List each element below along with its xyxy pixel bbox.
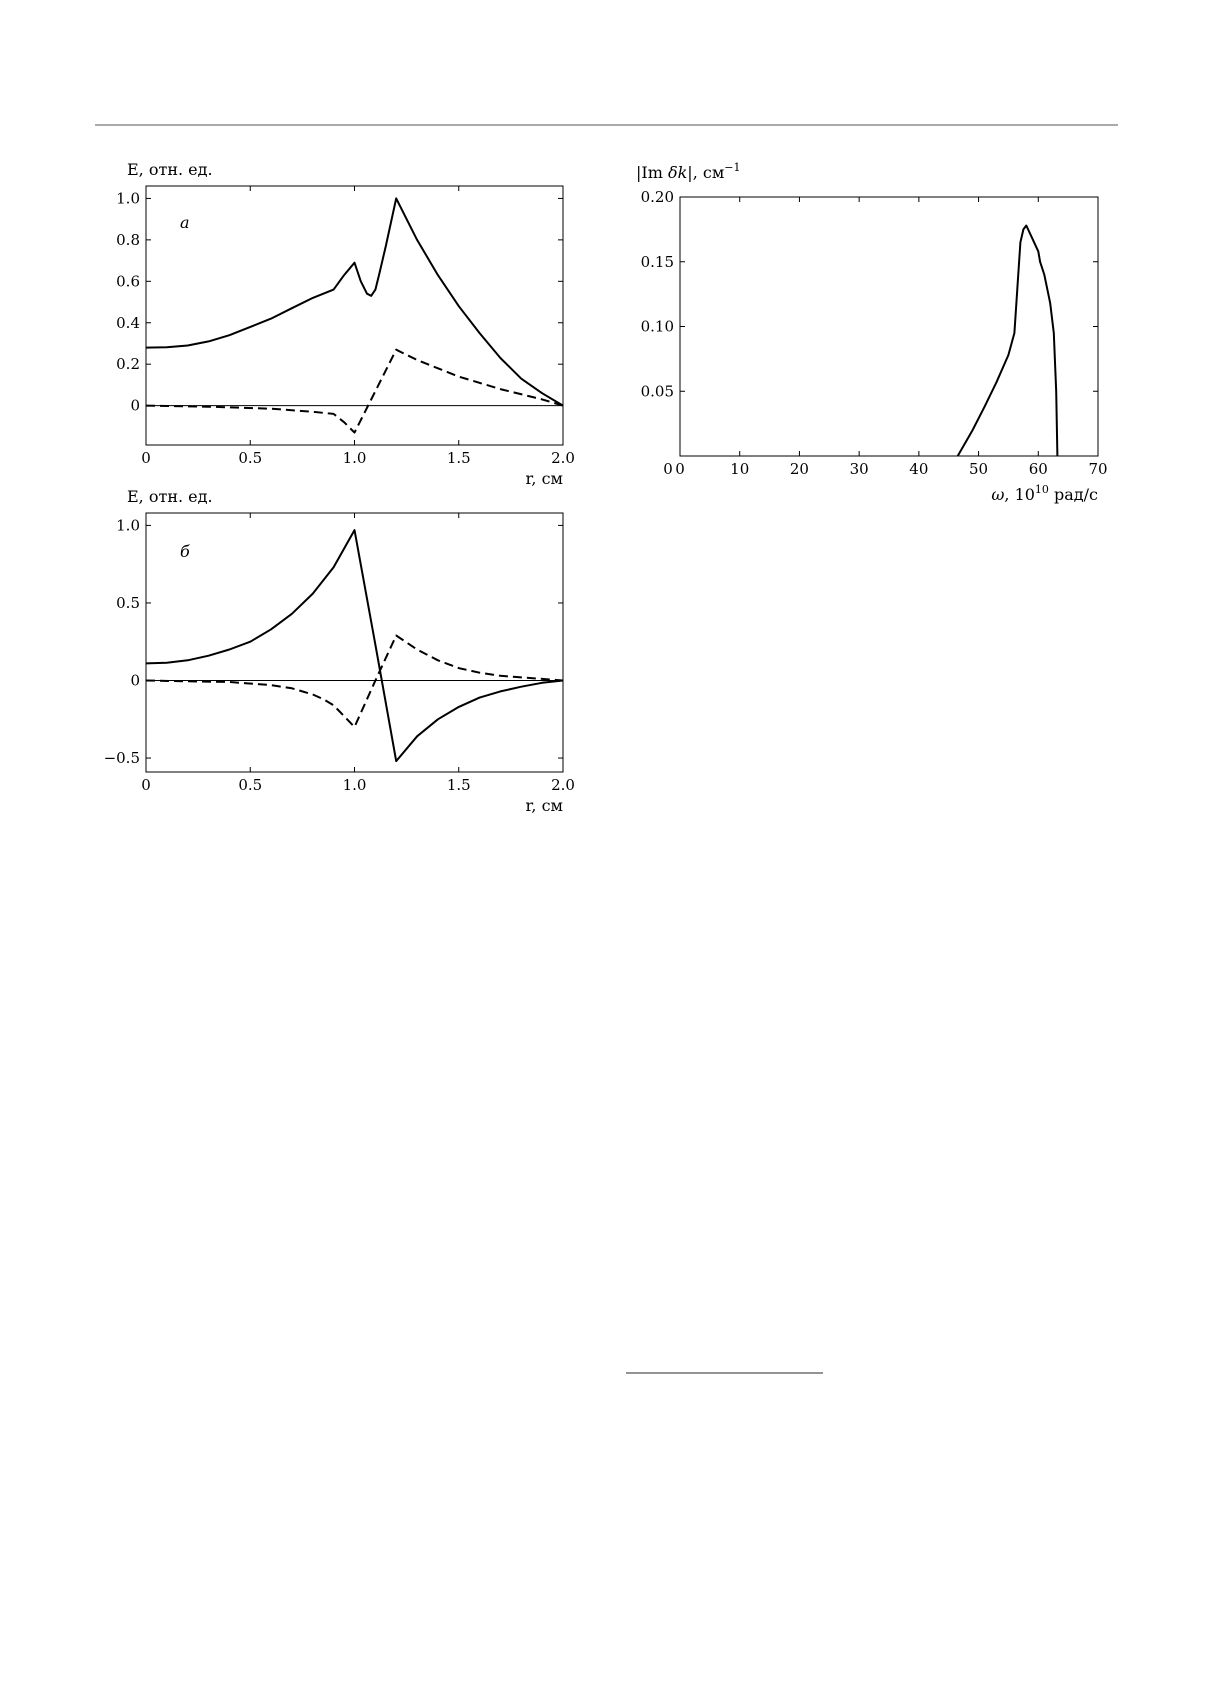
y-tick-label: 1.0 [116, 189, 140, 208]
origin-tick-label: 0 [663, 460, 673, 478]
x-tick-label: 20 [789, 460, 809, 478]
y-tick-label: 0.2 [116, 355, 140, 374]
x-tick-label: 0 [141, 449, 151, 467]
y-axis-label: E, отн. ед. [127, 160, 213, 179]
x-tick-label: 30 [849, 460, 869, 478]
series-line-solid [146, 530, 563, 761]
panel-label: a [180, 213, 190, 232]
x-tick-label: 10 [730, 460, 750, 478]
y-tick-label: 0.10 [640, 317, 674, 336]
x-tick-label: 40 [909, 460, 929, 478]
x-axis-label: r, см [525, 469, 563, 488]
chart-panel-a [116, 160, 575, 488]
y-tick-label: 0.20 [640, 188, 674, 206]
series-line-solid [146, 198, 563, 405]
y-tick-label: 0 [130, 671, 140, 690]
y-axis-label: |Im δk|, $см^{-1}$ [636, 161, 741, 182]
series-line-dashed [146, 350, 563, 433]
x-tick-label: 0 [141, 776, 151, 794]
series-line-solid [958, 226, 1058, 457]
y-tick-label: 0.15 [640, 252, 674, 271]
x-tick-label: 0 [675, 460, 685, 478]
x-tick-label: 50 [969, 460, 989, 478]
x-tick-label: 1.5 [446, 449, 471, 467]
y-tick-label: 0.5 [116, 593, 140, 612]
x-tick-label: 0.5 [238, 449, 263, 467]
y-tick-label: 0.8 [116, 230, 140, 249]
x-tick-label: 2.0 [551, 449, 575, 467]
series-line-dashed [146, 636, 563, 728]
x-tick-label: 1.5 [446, 776, 471, 794]
y-tick-label: 1.0 [116, 516, 140, 535]
chart-panel-im-dk [636, 161, 1108, 504]
x-tick-label: 2.0 [551, 776, 575, 794]
x-axis-label: r, см [525, 796, 563, 815]
y-axis-label: E, отн. ед. [127, 487, 213, 506]
x-tick-label: 0.5 [238, 776, 263, 794]
y-tick-label: −0.5 [103, 749, 140, 768]
x-tick-label: 1.0 [342, 776, 367, 794]
chart-panel-b [104, 487, 575, 815]
y-tick-label: 0 [130, 396, 140, 415]
plot-frame [680, 197, 1098, 456]
y-tick-label: 0.4 [116, 313, 140, 332]
x-tick-label: 70 [1088, 460, 1108, 478]
x-tick-label: 60 [1028, 460, 1048, 478]
panel-label: б [180, 542, 190, 561]
y-tick-label: 0.6 [116, 272, 140, 291]
x-axis-label: ω, $10^{10}$ рад/с [991, 483, 1098, 504]
y-tick-label: 0.05 [640, 382, 674, 401]
x-tick-label: 1.0 [342, 449, 367, 467]
plot-frame [146, 513, 563, 772]
